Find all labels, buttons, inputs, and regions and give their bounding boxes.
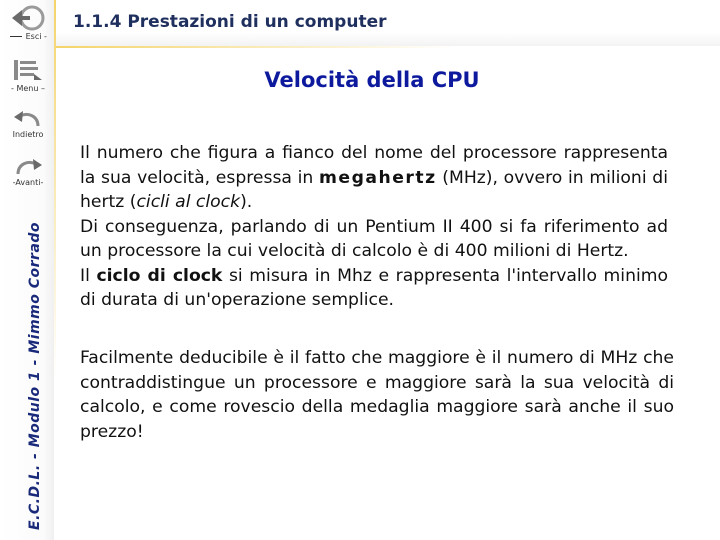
forward-button[interactable]: -Avanti- — [2, 156, 54, 187]
paragraph — [80, 141, 668, 215]
term-cicli-al-clock: cicli al clock — [136, 192, 241, 212]
forward-label: Avanti — [15, 178, 41, 187]
back-label: Indietro — [12, 130, 44, 139]
top-divider — [56, 46, 720, 48]
side-footer-text: E.C.D.L. - Modulo 1 - Mimmo Corrado — [27, 221, 43, 530]
header-title: 1.1.4 Prestazioni di un computer — [73, 12, 387, 32]
paragraph — [80, 264, 668, 313]
exit-button[interactable]: Esci - — [2, 4, 54, 41]
term-megahertz: megahertz — [319, 167, 437, 188]
exit-icon — [8, 4, 48, 32]
text-run: Il numero che figura a fianco del nome del processore rappresenta la sua velocità, espressa in — [80, 143, 668, 188]
body-block-1 — [80, 141, 668, 313]
menu-label: Menu — [16, 84, 39, 93]
paragraph: Di conseguenza, parlando di un Pentium II 400 si fa riferimento ad un processore la cui velocità di calcolo è di 400 milioni di Hertz. — [80, 216, 668, 261]
slide-title: Velocità della CPU — [264, 68, 480, 92]
back-arrow-icon — [8, 108, 48, 130]
text-run: Il — [80, 265, 97, 286]
back-button[interactable] — [2, 108, 54, 139]
term-ciclo-di-clock: ciclo di clock — [96, 265, 223, 286]
paragraph: Facilmente deducibile è il fatto che maggiore è il numero di MHz che contraddistingue un processore e maggiore sarà la sua velocità di calcolo, e come rovescio della medaglia maggiore sarà anche il suo prezzo! — [80, 348, 674, 442]
text-run: ). — [240, 192, 253, 212]
menu-button[interactable]: - Menu – — [2, 56, 54, 93]
side-footer — [0, 221, 54, 535]
text-run: si misura in Mhz e rappresenta l'intervallo minimo di durata di un'operazione semplice. — [80, 265, 669, 310]
exit-label: Esci — [25, 32, 42, 41]
body-block-2 — [80, 346, 674, 444]
forward-arrow-icon — [8, 156, 48, 178]
text-run: (MHz), ovvero in milioni di hertz ( — [80, 167, 668, 212]
